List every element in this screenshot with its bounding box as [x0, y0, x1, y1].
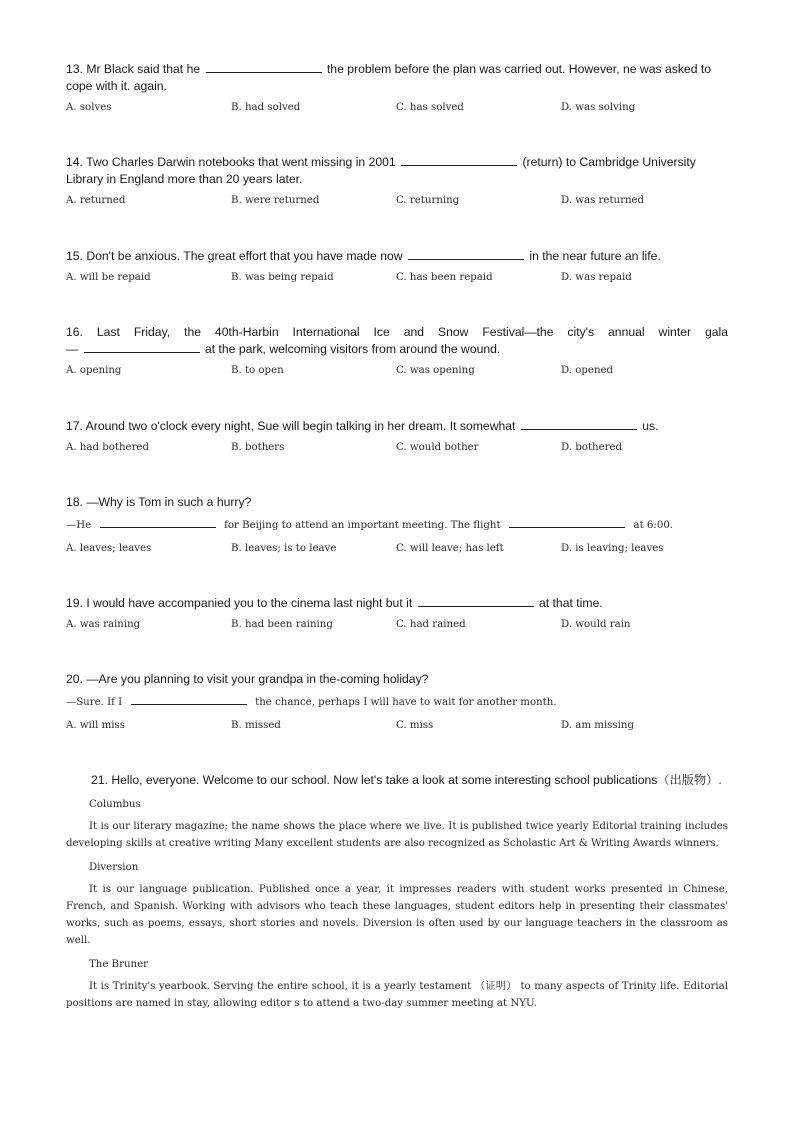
section-title-bruner: The Bruner [89, 958, 149, 970]
question-stem [66, 595, 728, 612]
answer-blank[interactable] [401, 155, 517, 166]
dialogue-reply [66, 517, 728, 533]
option-d[interactable]: D. was repaid [561, 272, 632, 283]
section-body-diversion: It is our language publication. Published once a year, it impresses readers with student works presented in Chinese, French, and Spanish. Working with advisors who teach these languages, student editors help in presenting their classmates' works, such as poems, essays, short stories and novels. Diversion is often used by our language teachers in the classroom as well. [66, 883, 728, 947]
question-16 [66, 324, 728, 377]
stem-text: at that time. [538, 596, 603, 610]
option-c[interactable]: C. has solved [396, 102, 464, 113]
answer-blank-2[interactable] [509, 517, 625, 528]
option-d[interactable]: D. was solving [561, 102, 636, 113]
option-a[interactable]: A. will miss [66, 720, 125, 731]
question-15 [66, 248, 728, 284]
option-b[interactable]: B. leaves; is to leave [231, 543, 337, 554]
answer-options [66, 618, 728, 631]
section-body-columbus: It is our literary magazine; the name shows the place where we live. It is published twice yearly Editorial training includes developing skills at creative writing Many excellent students are also recognized as Scholastic Art & Writing Awards winners. [66, 821, 728, 850]
answer-options [66, 271, 728, 284]
option-a[interactable]: A. solves [66, 102, 112, 113]
stem-text: (return) to Cambridge University Library in England more than 20 years later. [66, 155, 696, 186]
option-a[interactable]: A. was raining [66, 619, 141, 630]
answer-blank[interactable] [418, 596, 534, 607]
answer-blank[interactable] [521, 419, 637, 430]
option-c[interactable]: C. has been repaid [396, 272, 493, 283]
option-b[interactable]: B. had been raining [231, 619, 333, 630]
option-b[interactable]: B. had solved [231, 102, 301, 113]
answer-options [66, 194, 728, 207]
question-stem [66, 61, 728, 95]
question-20 [66, 671, 728, 732]
dialogue-reply [66, 694, 728, 710]
answer-blank[interactable] [206, 62, 322, 73]
option-b[interactable]: B. were returned [231, 195, 320, 206]
option-c[interactable]: C. was opening [396, 365, 475, 376]
reply-text: —Sure. If I [66, 697, 123, 708]
question-stem: 18. —Why is Tom in such a hurry? [66, 495, 252, 509]
option-a[interactable]: A. opening [66, 365, 122, 376]
option-a[interactable]: A. had bothered [66, 442, 149, 453]
option-b[interactable]: B. was being repaid [231, 272, 334, 283]
stem-text: 17. Around two o'clock every night, Sue will begin talking in her dream. It somewhat [66, 419, 516, 433]
answer-options [66, 719, 728, 732]
section-title-diversion: Diversion [89, 861, 139, 873]
stem-text: 15. Don't be anxious. The great effort that you have made now [66, 249, 403, 263]
option-a[interactable]: A. returned [66, 195, 126, 206]
reading-passage [66, 772, 728, 1012]
stem-text: the problem before the plan was carried out. However, ne was asked to cope with it. again. [66, 62, 712, 93]
answer-options [66, 101, 728, 114]
stem-text: in the near future an life. [529, 249, 661, 263]
option-d[interactable]: D. am missing [561, 720, 634, 731]
question-17 [66, 418, 728, 454]
reply-text: —He [66, 520, 92, 531]
answer-options [66, 542, 728, 555]
option-b[interactable]: B. bothers [231, 442, 285, 453]
answer-blank-1[interactable] [100, 517, 216, 528]
question-14 [66, 154, 728, 207]
reply-text: the chance, perhaps I will have to wait for another month. [255, 697, 557, 708]
stem-text: 19. I would have accompanied you to the cinema last night but it [66, 596, 413, 610]
option-a[interactable]: A. leaves; leaves [66, 543, 152, 554]
question-stem [66, 248, 728, 265]
question-stem [66, 154, 728, 188]
option-c[interactable]: C. returning [396, 195, 460, 206]
option-d[interactable]: D. opened [561, 365, 614, 376]
answer-options [66, 364, 728, 377]
question-13 [66, 61, 728, 114]
reply-text: at 6:00. [633, 520, 674, 531]
answer-blank[interactable] [131, 694, 247, 705]
option-d[interactable]: D. would rain [561, 619, 631, 630]
answer-options [66, 441, 728, 454]
answer-blank[interactable] [84, 342, 200, 353]
option-a[interactable]: A. will be repaid [66, 272, 151, 283]
answer-blank[interactable] [408, 249, 524, 260]
option-d[interactable]: D. bothered [561, 442, 623, 453]
passage-intro: 21. Hello, everyone. Welcome to our school. Now let's take a look at some interesting school publications（出版物）. [91, 773, 722, 787]
question-stem [66, 418, 728, 435]
stem-text: — [66, 342, 79, 356]
question-18 [66, 494, 728, 555]
option-c[interactable]: C. will leave; has left [396, 543, 504, 554]
question-19 [66, 595, 728, 631]
option-b[interactable]: B. missed [231, 720, 281, 731]
section-title-columbus: Columbus [89, 799, 141, 810]
reply-text: for Beijing to attend an important meeting. The flight [224, 520, 501, 531]
question-stem: 20. —Are you planning to visit your grandpa in the-coming holiday? [66, 672, 429, 686]
option-c[interactable]: C. miss [396, 720, 434, 731]
option-c[interactable]: C. had rained [396, 619, 466, 630]
stem-text: 13. Mr Black said that he [66, 62, 201, 76]
question-stem-line1: 16. Last Friday, the 40th-Harbin International Ice and Snow Festival—the city's annual winter gala [66, 325, 728, 339]
question-stem-line2 [66, 341, 728, 358]
option-d[interactable]: D. was returned [561, 195, 645, 206]
option-b[interactable]: B. to open [231, 365, 284, 376]
stem-text: 14. Two Charles Darwin notebooks that went missing in 2001 [66, 155, 396, 169]
option-d[interactable]: D. is leaving; leaves [561, 543, 664, 554]
option-c[interactable]: C. would bother [396, 442, 479, 453]
stem-text: us. [642, 419, 659, 433]
section-body-bruner: It is Trinity's yearbook. Serving the entire school, it is a yearly testament （证明） to many aspects of Trinity life. Editorial positions are named in stay, allowing editor s to attend a two-day summer meeting at NYU. [66, 980, 728, 1010]
stem-text: at the park, welcoming visitors from around the wound. [204, 342, 501, 356]
